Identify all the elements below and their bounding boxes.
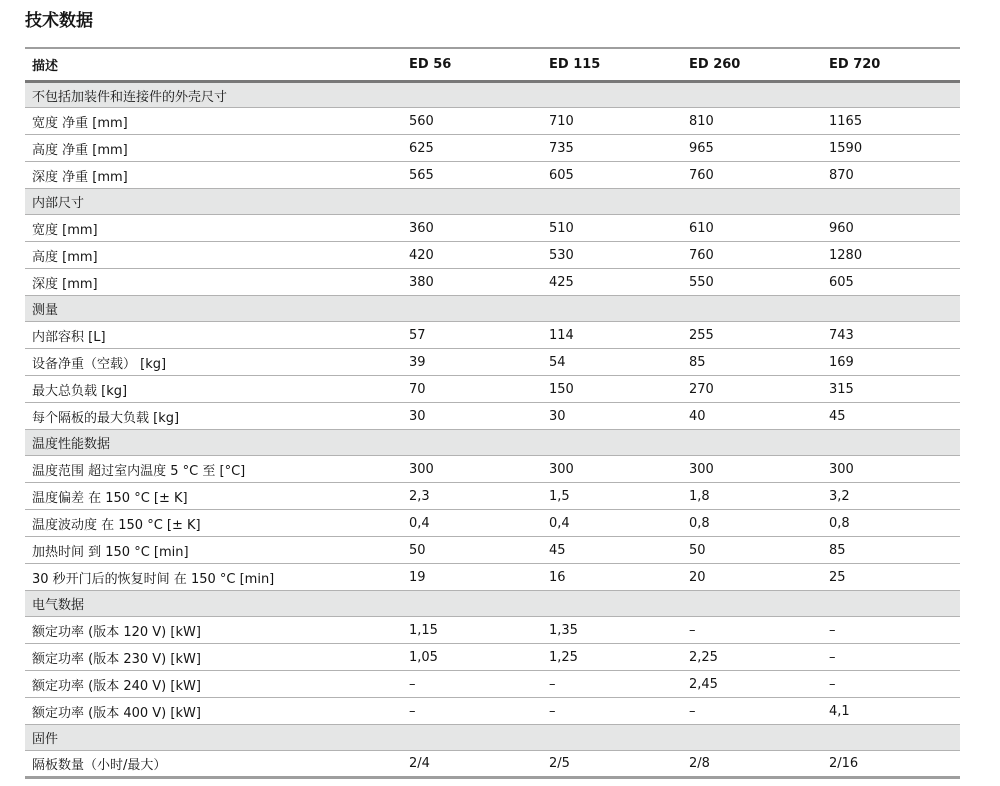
table-row [25,510,960,537]
table-row [25,269,960,296]
row-label: 加热时间 到 150 °C [min] [32,544,189,560]
value-cell: 605 [829,274,854,290]
row-label: 额定功率 (版本 400 V) [kW] [32,705,201,721]
table-row [25,215,960,242]
row-label: 额定功率 (版本 240 V) [kW] [32,678,201,694]
value-cell: 50 [689,542,706,558]
value-cell: 1590 [829,140,863,156]
value-cell: 300 [689,461,714,477]
section-header: 固件 [25,725,960,751]
value-cell: – [409,703,416,719]
table-row [25,483,960,510]
value-cell: 870 [829,167,854,183]
table-header [25,48,960,82]
row-label: 每个隔板的最大负载 [kg] [32,410,180,426]
value-cell: 16 [549,569,566,585]
value-cell: – [829,649,836,665]
value-cell: 30 [549,408,566,424]
value-cell: 169 [829,354,854,370]
table-body [25,82,960,778]
value-cell: 0,4 [409,515,430,531]
value-cell: 960 [829,220,854,236]
value-cell: – [549,703,556,719]
value-cell: 0,4 [549,515,570,531]
value-cell: 40 [689,408,706,424]
value-cell: – [829,676,836,692]
table-row [25,242,960,269]
value-cell: 19 [409,569,426,585]
table-row [25,751,960,778]
value-cell: 4,1 [829,703,850,719]
value-cell: 1,05 [409,649,438,665]
row-label: 温度波动度 在 150 °C [± K] [32,517,201,533]
row-label: 额定功率 (版本 230 V) [kW] [32,651,201,667]
value-cell: 560 [409,113,434,129]
table-row [25,698,960,725]
section-header: 测量 [25,296,960,322]
value-cell: 1165 [829,113,863,129]
row-label: 温度范围 超过室内温度 5 °C 至 [°C] [32,463,246,479]
value-cell: 150 [549,381,574,397]
value-cell: 420 [409,247,434,263]
row-label: 内部容积 [L] [32,329,106,345]
header-row [25,48,960,82]
value-cell: 510 [549,220,574,236]
value-cell: 45 [829,408,846,424]
section-header: 电气数据 [25,591,960,617]
row-label: 高度 净重 [mm] [32,142,128,158]
value-cell: 565 [409,167,434,183]
row-label: 温度偏差 在 150 °C [± K] [32,490,188,506]
row-label: 深度 [mm] [32,276,98,292]
value-cell: 3,2 [829,488,850,504]
value-cell: 530 [549,247,574,263]
value-cell: – [829,622,836,638]
value-cell: 1,25 [549,649,578,665]
table-row [25,322,960,349]
value-cell: 39 [409,354,426,370]
value-cell: 2,3 [409,488,430,504]
value-cell: 255 [689,327,714,343]
row-label: 30 秒开门后的恢复时间 在 150 °C [min] [32,571,275,587]
value-cell: – [549,676,556,692]
section-header-row [25,189,960,215]
row-label: 额定功率 (版本 120 V) [kW] [32,624,201,640]
column-header-ed720: ED 720 [829,48,960,82]
row-label: 设备净重（空载） [kg] [32,356,167,372]
value-cell: 270 [689,381,714,397]
section-header: 内部尺寸 [25,189,960,215]
value-cell: 380 [409,274,434,290]
table-row [25,349,960,376]
value-cell: 50 [409,542,426,558]
row-label: 最大总负载 [kg] [32,383,128,399]
value-cell: 360 [409,220,434,236]
table-row [25,537,960,564]
page-title: 技术数据 [25,11,93,31]
value-cell: 2,45 [689,676,718,692]
value-cell: 760 [689,247,714,263]
table-row [25,403,960,430]
value-cell: 315 [829,381,854,397]
value-cell: 810 [689,113,714,129]
value-cell: 743 [829,327,854,343]
value-cell: 1,35 [549,622,578,638]
value-cell: 550 [689,274,714,290]
row-label: 隔板数量（小时/最大） [32,758,167,773]
value-cell: – [409,676,416,692]
value-cell: 300 [829,461,854,477]
table-row [25,135,960,162]
value-cell: 1,15 [409,622,438,638]
value-cell: 0,8 [829,515,850,531]
value-cell: 70 [409,381,426,397]
value-cell: 2/8 [689,756,710,771]
value-cell: 85 [689,354,706,370]
value-cell: 2/5 [549,756,570,771]
value-cell: 114 [549,327,574,343]
section-header: 不包括加装件和连接件的外壳尺寸 [25,82,960,108]
value-cell: 710 [549,113,574,129]
value-cell: 54 [549,354,566,370]
value-cell: 300 [549,461,574,477]
table-row [25,162,960,189]
row-label: 高度 [mm] [32,249,98,265]
row-label: 宽度 [mm] [32,222,98,238]
value-cell: 610 [689,220,714,236]
value-cell: 735 [549,140,574,156]
value-cell: 2/16 [829,756,859,771]
table-row [25,564,960,591]
value-cell: 20 [689,569,706,585]
value-cell: 45 [549,542,566,558]
section-header-row [25,430,960,456]
value-cell: 2/4 [409,756,430,771]
row-label: 深度 净重 [mm] [32,169,128,185]
value-cell: 625 [409,140,434,156]
column-header-ed56: ED 56 [409,48,549,82]
section-header-row [25,725,960,751]
value-cell: 85 [829,542,846,558]
table-row [25,376,960,403]
row-label: 宽度 净重 [mm] [32,115,128,131]
column-header-description: 描述 [25,48,409,82]
section-header-row [25,82,960,108]
table-row [25,456,960,483]
table-row [25,671,960,698]
value-cell: 300 [409,461,434,477]
value-cell: 1280 [829,247,863,263]
value-cell: 25 [829,569,846,585]
section-header-row [25,296,960,322]
value-cell: – [689,703,696,719]
value-cell: 1,8 [689,488,710,504]
column-header-ed260: ED 260 [689,48,829,82]
column-header-ed115: ED 115 [549,48,689,82]
section-header-row [25,591,960,617]
value-cell: 760 [689,167,714,183]
value-cell: 965 [689,140,714,156]
value-cell: 605 [549,167,574,183]
tech-data-table [25,47,960,779]
section-header: 温度性能数据 [25,430,960,456]
table-row [25,644,960,671]
value-cell: 57 [409,327,426,343]
value-cell: 30 [409,408,426,424]
table-row [25,617,960,644]
value-cell: 425 [549,274,574,290]
value-cell: 2,25 [689,649,718,665]
value-cell: 0,8 [689,515,710,531]
value-cell: 1,5 [549,488,570,504]
value-cell: – [689,622,696,638]
table-row [25,108,960,135]
